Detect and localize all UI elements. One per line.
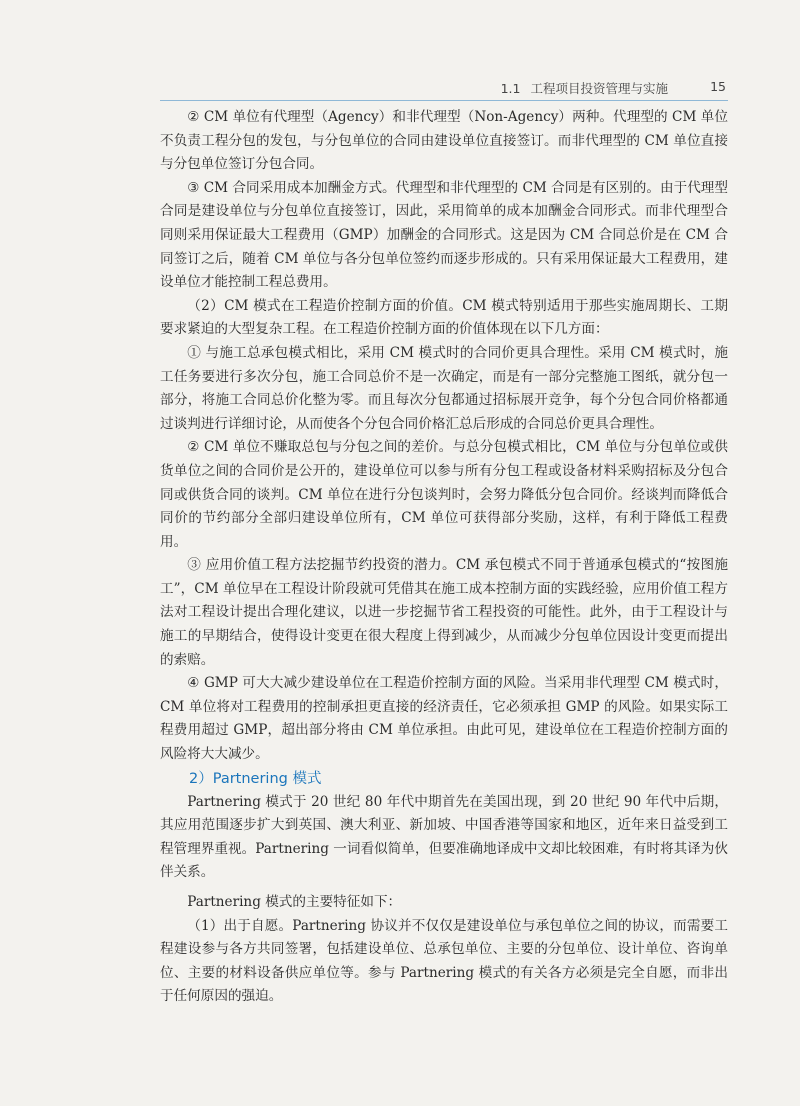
paragraph: ① 与施工总承包模式相比，采用 CM 模式时的合同价更具合理性。采用 CM 模式时，施工任务要进行多次分包，施工合同总价不是一次确定，而是有一部分完整施工图纸，就分包一部分，将施工合同总价化整为零。而且每次分包都通过招标展开竞争，每个分包合同价格都通过谈判进行详细讨论，从而使各个分包合同价格汇总后形成的合同总价更具合理性。 xyxy=(160,344,728,432)
header-chapter-title: 工程项目投资管理与实施 xyxy=(530,81,668,96)
running-header xyxy=(160,76,728,101)
paragraph: Partnering 模式于 20 世纪 80 年代中期首先在美国出现，到 20 世纪 90 年代中后期，其应用范围逐步扩大到英国、澳大利亚、新加坡、中国香港等国家和地区，近年来日益受到工程管理界重视。Partnering 一词看似简单，但要准确地译成中文却比较困难，有时将其译为伙伴关系。 xyxy=(160,793,728,881)
paragraph: ③ 应用价值工程方法挖掘节约投资的潜力。CM 承包模式不同于普通承包模式的“按图施工”，CM 单位早在工程设计阶段就可凭借其在施工成本控制方面的实践经验，应用价值工程方法对工程设计提出合理化建议，以进一步挖掘节省工程投资的可能性。此外，由于工程设计与施工的早期结合，使得设计变更在很大程度上得到减少，从而减少分包单位因设计变更而提出的索赔。 xyxy=(160,557,728,668)
header-title-group xyxy=(501,79,668,97)
page-body xyxy=(160,106,728,1009)
header-section-number: 1.1 xyxy=(500,81,521,96)
paragraph: Partnering 模式的主要特征如下： xyxy=(187,894,402,910)
paragraph: ④ GMP 可大大减少建设单位在工程造价控制方面的风险。当采用非代理型 CM 模式时，CM 单位将对工程费用的控制承担更直接的经济责任，它必须承担 GMP 的风险。如果实际工程费用超过 GMP，超出部分将由 CM 单位承担。由此可见，建设单位在工程造价控制方面的风险将大大减少。 xyxy=(160,675,728,763)
paragraph: （2）CM 模式在工程造价控制方面的价值。CM 模式特别适用于那些实施周期长、工期要求紧迫的大型复杂工程。在工程造价控制方面的价值体现在以下几方面： xyxy=(160,297,728,338)
paragraph: ③ CM 合同采用成本加酬金方式。代理型和非代理型的 CM 合同是有区别的。由于代理型合同是建设单位与分包单位直接签订，因此，采用简单的成本加酬金合同形式。而非代理型合同则采用保证最大工程费用（GMP）加酬金的合同形式。这是因为 CM 合同总价是在 CM 合同签订之后，随着 CM 单位与各分包单位签约而逐步形成的。只有采用保证最大工程费用，建设单位才能控制工程总费用。 xyxy=(160,179,728,291)
paragraph: （1）出于自愿。Partnering 协议并不仅仅是建设单位与承包单位之间的协议，而需要工程建设参与各方共同签署，包括建设单位、总承包单位、主要的分包单位、设计单位、咨询单位、主要的材料设备供应单位等。参与 Partnering 模式的有关各方必须是完全自愿，而非出于任何原因的强迫。 xyxy=(160,917,728,1005)
paragraph: ② CM 单位不赚取总包与分包之间的差价。与总分包模式相比，CM 单位与分包单位或供货单位之间的合同价是公开的，建设单位可以参与所有分包工程或设备材料采购招标及分包合同或供货合同的谈判。CM 单位在进行分包谈判时，会努力降低分包合同价。经谈判而降低合同价的节约部分全部归建设单位所有，CM 单位可获得部分奖励，这样，有利于降低工程费用。 xyxy=(160,439,728,550)
page-number: 15 xyxy=(710,79,726,94)
paragraph: ② CM 单位有代理型（Agency）和非代理型（Non-Agency）两种。代理型的 CM 单位不负责工程分包的发包，与分包单位的合同由建设单位直接签订。而非代理型的 CM 单位直接与分包单位签订分包合同。 xyxy=(160,109,728,173)
section-heading: 2）Partnering 模式 xyxy=(189,770,322,787)
